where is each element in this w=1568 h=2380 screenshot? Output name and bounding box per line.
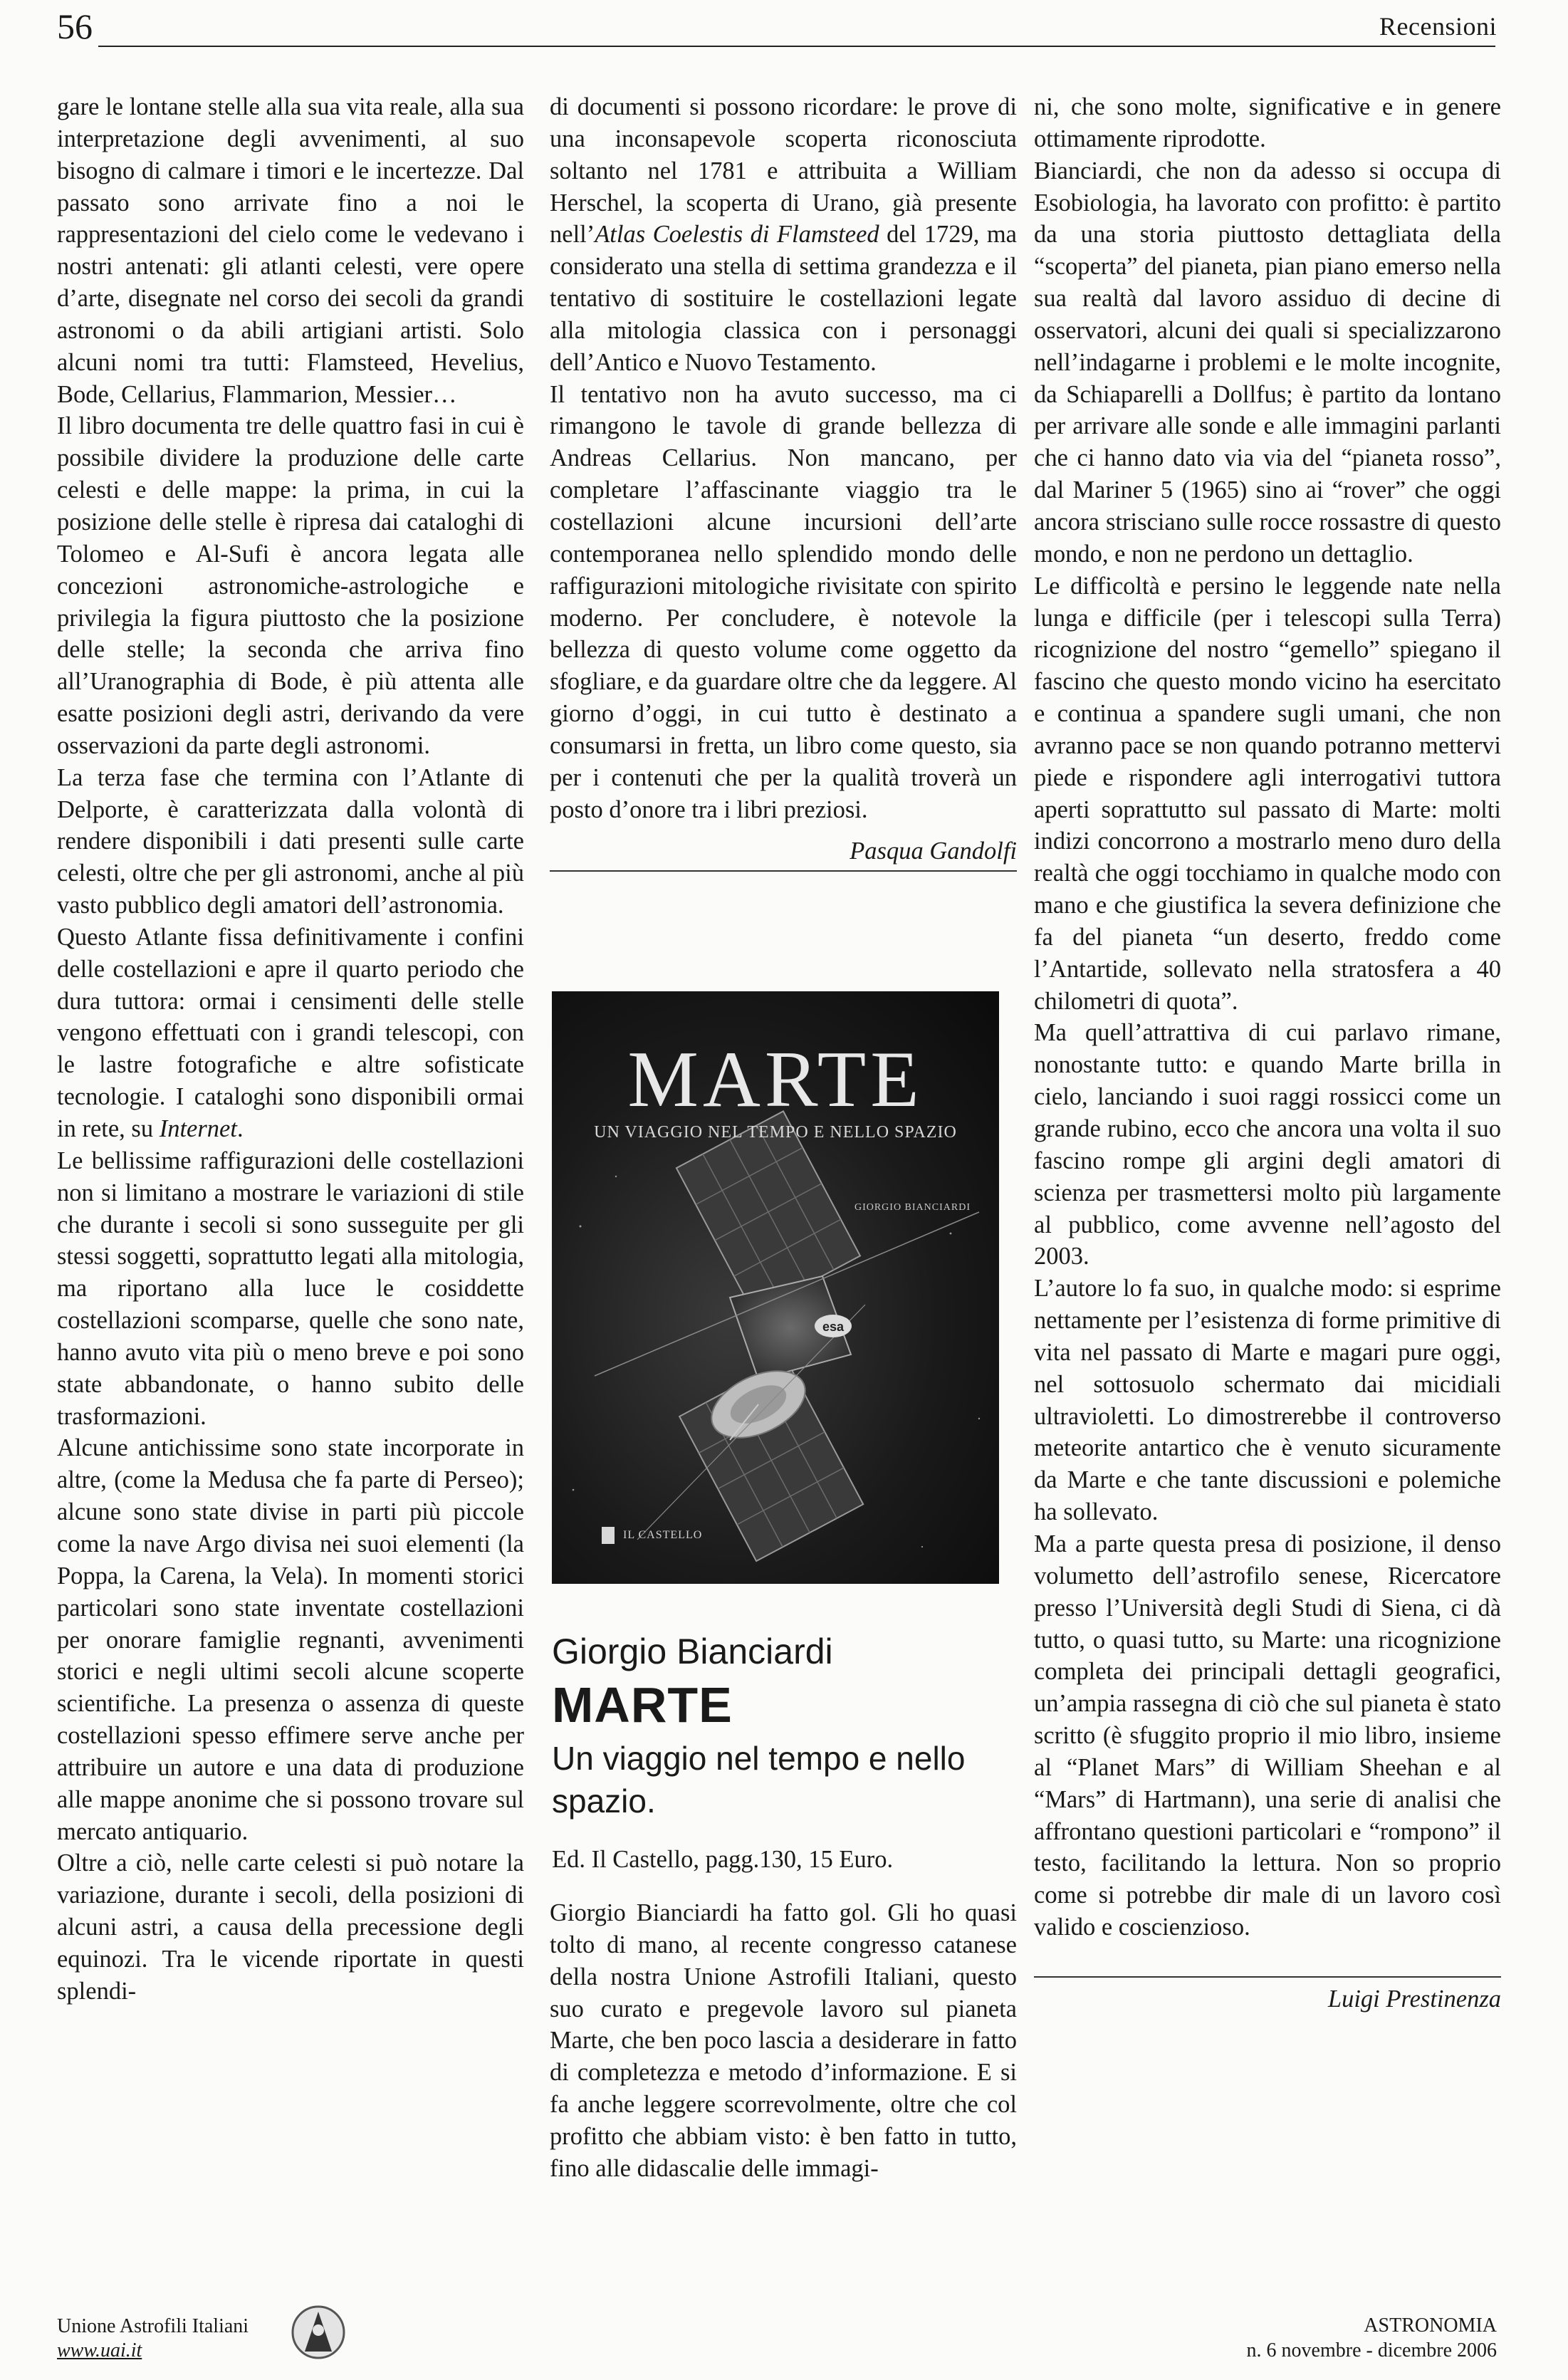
section-title: Recensioni (1379, 12, 1497, 41)
cover-title: MARTE (627, 1035, 924, 1124)
paragraph: Ma quell’attrattiva di cui parlavo rimane, nonostante tutto: e quando Marte brilla in cielo, lanciando i suoi raggi rossicci come un grande rubino, ecco che ancora una volta il suo fascino rompe gli argini degli amatori di scienza per trasmettersi molto più largamente al pubblico, come avvenne nell’agosto del 2003. (1034, 1019, 1501, 1270)
cover-publisher: IL CASTELLO (623, 1529, 703, 1541)
column-1 (57, 91, 524, 2008)
book-subtitle: Un viaggio nel tempo e nello spazio. (552, 1740, 966, 1820)
footer-magazine-name: ASTRONOMIA (1364, 2314, 1497, 2337)
paragraph: Bianciardi, che non da adesso si occupa di Esobiologia, ha lavorato con profitto: è partito da una storia piuttosto dettagliata della “scoperta” del pianeta, pian piano emerso nella sua realtà dal lavoro assiduo di decine di osservatori, alcuni dei quali si specializzarono nell’indagarne i problemi e le molte incognite, da Schiaparelli a Dollfus; è partito da lontano per arrivare alle sonde e alle immagini parlanti che ci hanno dato via via del “pianeta rosso”, dal Mariner 5 (1965) sino ai “rover” che oggi ancora strisciano sulle rocce rossastre di questo mondo, e non ne perdono un dettaglio. (1034, 157, 1501, 568)
column-2 (550, 91, 1017, 872)
paragraph: Le bellissime raffigurazioni delle costellazioni non si limitano a mostrare le variazioni di stile che durante i secoli si sono susseguite per gli stessi soggetti, soprattutto legati alla mitologia, ma riportano alla luce le cosiddette costellazioni scomparse, quelle che sono nate, hanno avuto vita più o meno breve e poi sono state abbandonate, o hanno subito delle trasformazioni. (57, 1147, 524, 1430)
uai-logo-icon (291, 2302, 346, 2363)
paragraph: Ma a parte questa presa di posizione, il denso volumetto dell’astrofilo senese, Ricercatore presso l’Università degli Studi di Siena, ci dà tutto, o quasi tutto, su Marte: una ricognizione completa dei principali dettagli geografici, un’ampia rassegna di ciò che sul pianeta è stato scritto (è sfuggito proprio il mio libro, insieme al “Planet Mars” di William Sheehan e al “Mars” di Hartmann), una serie di analisi che affrontano questioni particolari e “rompono” il testo, facilitando la lettura. Non so proprio come si potrebbe dir male di un lavoro così valido e coscienzioso. (1034, 1530, 1501, 1941)
esa-logo-text: esa (822, 1320, 845, 1334)
column-2-review (550, 1897, 1017, 2185)
signature-rule (550, 870, 1017, 872)
paragraph: L’autore lo fa suo, in qualche modo: si esprime nettamente per l’esistenza di forme primitive di vita nel passato di Marte e magari pure oggi, nel sottosuolo schermato dai micidiali ultravioletti. Lo dimostrerebbe il controverso meteorite antartico che è venuto sicuramente da Marte e che tante discussioni e polemiche ha sollevato. (1034, 1275, 1501, 1526)
book-title: MARTE (552, 1677, 733, 1733)
footer-magazine (1247, 2313, 1497, 2363)
column-3 (1034, 91, 1501, 2015)
italic-text: Internet (159, 1115, 237, 1142)
paragraph: Oltre a ciò, nelle carte celesti si può notare la variazione, durante i secoli, della posizioni di alcuni astri, a causa della precessione degli equinozi. Tra le vicende riportate in questi splendi- (57, 1849, 524, 2005)
italic-text: Atlas Coelestis di Flamsteed (595, 221, 879, 249)
signature-pasqua-gandolfi: Pasqua Gandolfi (850, 837, 1017, 865)
text-run: Questo Atlante fissa definitivamente i confini delle costellazioni e apre il quarto periodo che dura tuttora: ormai i censimenti delle stelle vengono effettuati con i grandi telescopi, con le lastre fotografiche e altre sofisticate tecnologie. I cataloghi sono disponibili ormai in rete, su (57, 923, 524, 1142)
paragraph: ni, che sono molte, significative e in genere ottimamente riprodotte. (1034, 93, 1501, 152)
footer-issue: n. 6 novembre - dicembre 2006 (1246, 2339, 1497, 2361)
paragraph: gare le lontane stelle alla sua vita reale, alla sua interpretazione degli avvenimenti, al suo bisogno di calmare i timori e le incertezze. Dal passato sono arrivate fino a noi le rappresentazioni del cielo come le vedevano i nostri antenati: gli atlanti celesti, vere opere d’arte, disegnate nel corso dei secoli da grandi astronomi o da abili artigiani artisti. Solo alcuni nomi tra tutti: Flamsteed, Hevelius, Bode, Cellarius, Flammarion, Messier… (57, 93, 524, 408)
signature-luigi-prestinenza: Luigi Prestinenza (1034, 1976, 1501, 2015)
paragraph (57, 922, 524, 1145)
text-run: di documenti si possono ricordare: le prove di una inconsapevole scoperta riconosciuta soltanto nel 1781 e attribuita a William Herschel, la scoperta di Urano, già presente nell’ (550, 93, 1017, 249)
text-run: . (236, 1115, 244, 1142)
header-rule (98, 46, 1495, 47)
footer-publisher (57, 2314, 249, 2362)
footer-org: Unione Astrofili Italiani (57, 2315, 249, 2337)
paragraph: La terza fase che termina con l’Atlante di Delporte, è caratterizzata dalla volontà di rendere disponibili i dati presenti sulle carte celesti, oltre che per gli astronomi, anche al più vasto pubblico degli amatori dell’astronomia. (57, 763, 524, 919)
book-cover-image (552, 991, 999, 1584)
paragraph (550, 91, 1017, 379)
paragraph: Le difficoltà e persino le leggende nate nella lunga e difficile (per i telescopi sulla Terra) ricognizione del nostro “gemello” spiegano il fascino che questo mondo vicino ha esercitato e continua a spandere sugli umani, che non avranno pace se non quando potranno mettervi piede e rispondere agli interrogativi tuttora aperti soprattutto sul passato di Marte: molti indizi concorrono a mostrarlo meno duro della realtà che oggi tocchiamo in qualche modo con mano e che giustifica la severa definizione che fa del pianeta “un deserto, freddo come l’Antartide, sollevato nella stratosfera a 40 chilometri di quota”. (1034, 572, 1501, 1015)
paragraph: Giorgio Bianciardi ha fatto gol. Gli ho quasi tolto di mano, al recente congresso catanese della nostra Unione Astrofili Italiani, questo suo curato e pregevole lavoro sul pianeta Marte, che ben poco lascia a desiderare in fatto di completezza e metodo d’informazione. E si fa anche leggere scorrevolmente, oltre che col profitto che abbiam visto: è ben fatto in tutto, fino alle didascalie delle immagi- (550, 1899, 1017, 2182)
text-run: del 1729, ma considerato una stella di settima grandezza e il tentativo di sostituire le costellazioni legate alla mitologia classica con i personaggi dell’Antico e Nuovo Testamento. (550, 221, 1017, 376)
page-number: 56 (57, 6, 93, 46)
book-author: Giorgio Bianciardi (552, 1632, 833, 1671)
footer-url-link[interactable]: www.uai.it (57, 2339, 142, 2361)
paragraph: Il tentativo non ha avuto successo, ma ci rimangono le tavole di grande bellezza di Andreas Cellarius. Non mancano, per completare l’affascinante viaggio tra le costellazioni alcune incursioni dell’arte contemporanea nello splendido mondo delle raffigurazioni mitologiche rivisitate con spirito moderno. Per concludere, è notevole la bellezza di questo volume come oggetto da sfogliare, e da guardare oltre che da leggere. Al giorno d’oggi, in cui tutto è destinato a consumarsi in fretta, un libro come questo, sia per i contenuti che per la qualità troverà un posto d’onore tra i libri preziosi. (550, 380, 1017, 823)
paragraph: Il libro documenta tre delle quattro fasi in cui è possibile dividere la produzione delle carte celesti e delle mappe: la prima, in cui la posizione delle stelle è ripresa dai cataloghi di Tolomeo e Al-Sufi è ancora legata alle concezioni astronomiche-astrologiche e privilegia la figura piuttosto che la posizione delle stelle; la seconda che arriva fino all’Uranographia di Bode, è più attenta alle esatte posizioni degli astri, derivando da vere osservazioni da parte degli astronomi. (57, 412, 524, 759)
cover-subtitle: UN VIAGGIO NEL TEMPO E NELLO SPAZIO (594, 1123, 957, 1142)
book-publication-info: Ed. Il Castello, pagg.130, 15 Euro. (552, 1846, 894, 1873)
cover-author: GIORGIO BIANCIARDI (854, 1202, 971, 1213)
paragraph: Alcune antichissime sono state incorporate in altre, (come la Medusa che fa parte di Perseo); alcune sono state divise in parti più piccole come la nave Argo divisa nei suoi elementi (la Poppa, la Carena, la Vela). In momenti storici particolari sono state inventate costellazioni per onorare famiglie regnanti, avvenimenti storici e negli ultimi secoli alcune scoperte scientifiche. La presenza o assenza di queste costellazioni spesso effimere serve anche per attribuire un autore e una data di produzione alle mappe anonime che si possono trovare sul mercato antiquario. (57, 1434, 524, 1845)
